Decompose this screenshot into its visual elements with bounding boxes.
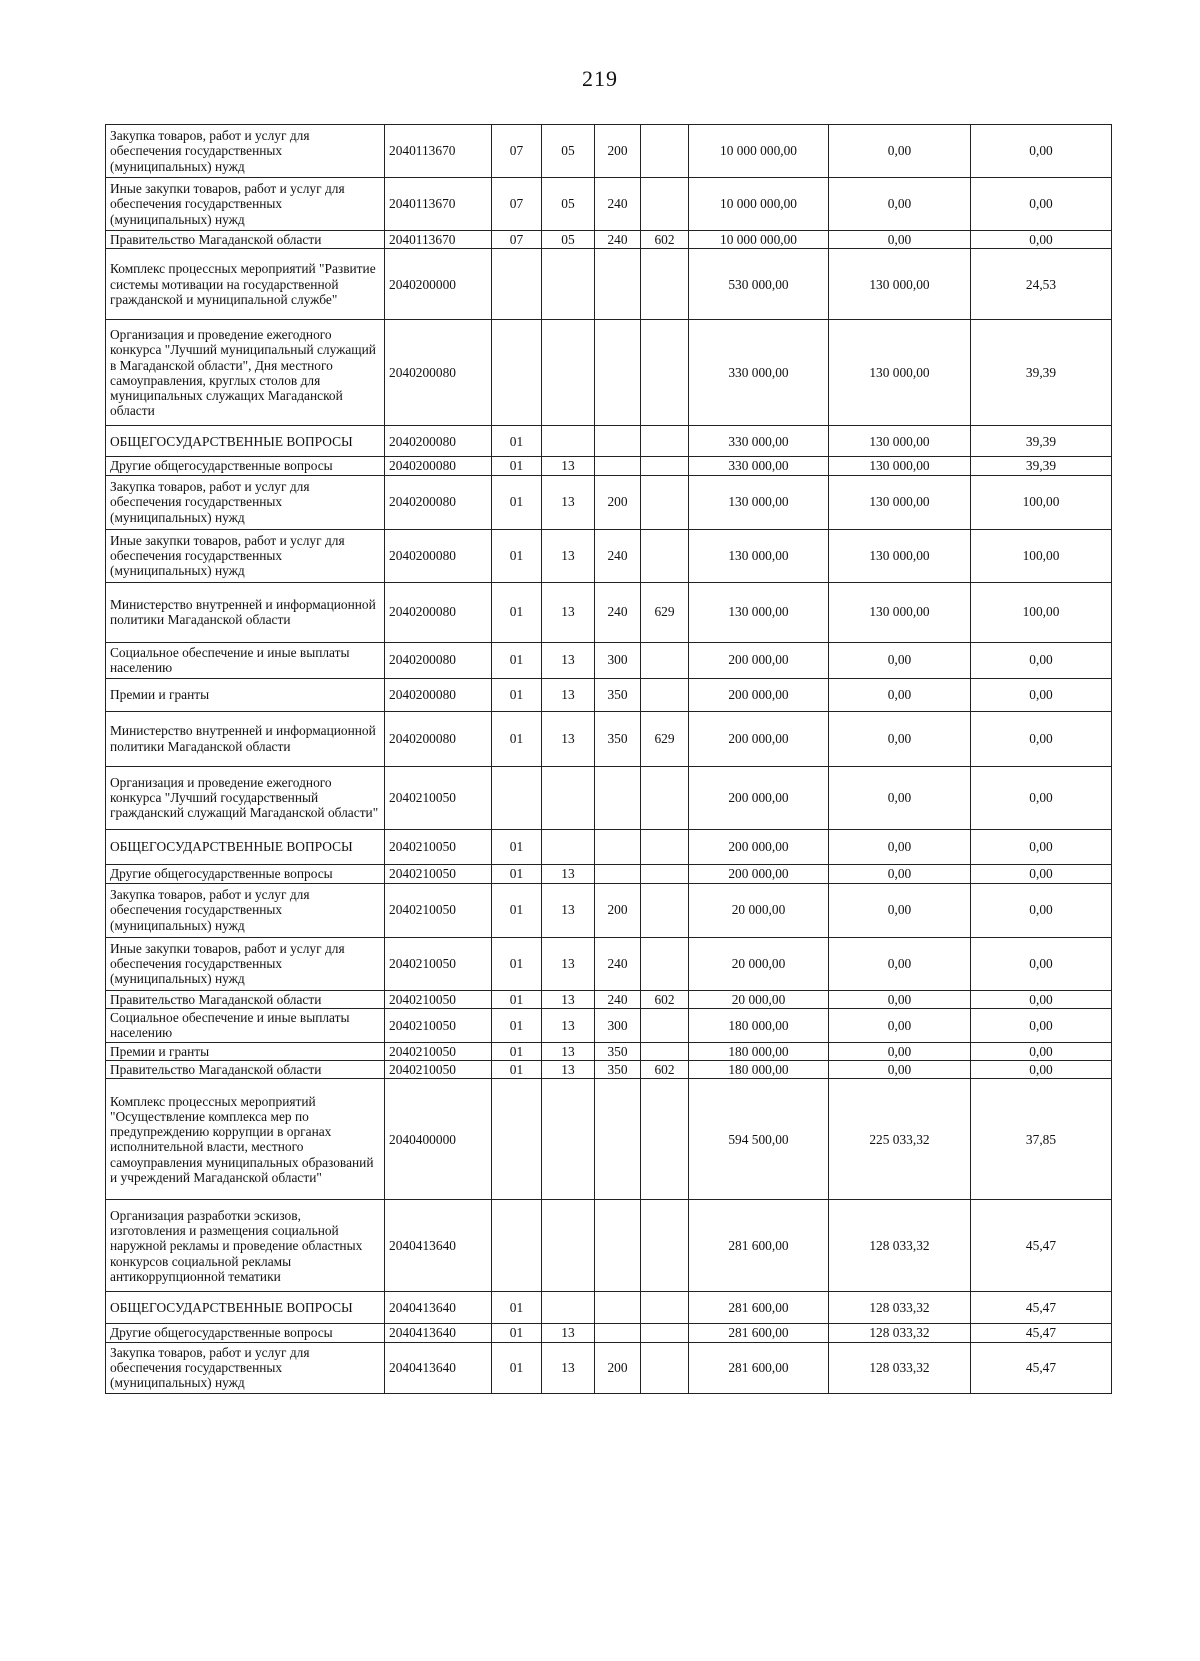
row-planned-amount-cell: 281 600,00 — [689, 1200, 829, 1292]
row-expense-type-cell: 200 — [595, 1342, 641, 1393]
row-code-cell: 2040200080 — [385, 642, 492, 678]
page-number: 219 — [582, 66, 618, 91]
row-executed-amount-cell: 128 033,32 — [829, 1292, 971, 1324]
table-row — [106, 1200, 1112, 1292]
row-section-cell: 01 — [492, 864, 542, 883]
row-admin-code-cell — [641, 864, 689, 883]
row-percent-cell: 0,00 — [971, 642, 1112, 678]
row-subsection-cell: 13 — [542, 582, 595, 642]
row-subsection-cell — [542, 1292, 595, 1324]
row-executed-amount-cell: 0,00 — [829, 1042, 971, 1060]
row-name-cell: Закупка товаров, работ и услуг для обеспечения государственных (муниципальных) нужд — [106, 125, 385, 178]
row-executed-amount-cell: 225 033,32 — [829, 1079, 971, 1200]
table-row — [106, 711, 1112, 766]
row-code-cell: 2040113670 — [385, 125, 492, 178]
row-admin-code-cell: 629 — [641, 582, 689, 642]
row-code-cell: 2040400000 — [385, 1079, 492, 1200]
row-name-cell: Иные закупки товаров, работ и услуг для обеспечения государственных (муниципальных) нужд — [106, 529, 385, 582]
row-name-cell: Правительство Магаданской области — [106, 990, 385, 1008]
row-expense-type-cell: 240 — [595, 231, 641, 249]
row-admin-code-cell — [641, 642, 689, 678]
row-percent-cell: 100,00 — [971, 529, 1112, 582]
row-subsection-cell: 13 — [542, 1061, 595, 1079]
row-admin-code-cell: 602 — [641, 1061, 689, 1079]
table-row — [106, 320, 1112, 426]
table-row — [106, 231, 1112, 249]
row-percent-cell: 100,00 — [971, 475, 1112, 529]
row-admin-code-cell — [641, 1324, 689, 1342]
row-planned-amount-cell: 281 600,00 — [689, 1324, 829, 1342]
row-expense-type-cell — [595, 1324, 641, 1342]
row-subsection-cell: 13 — [542, 864, 595, 883]
row-name-cell: Премии и гранты — [106, 1042, 385, 1060]
row-code-cell: 2040210050 — [385, 766, 492, 829]
row-code-cell: 2040113670 — [385, 178, 492, 231]
row-code-cell: 2040200080 — [385, 320, 492, 426]
row-section-cell — [492, 1079, 542, 1200]
row-subsection-cell: 13 — [542, 1008, 595, 1042]
row-executed-amount-cell: 130 000,00 — [829, 457, 971, 475]
row-subsection-cell: 13 — [542, 475, 595, 529]
row-executed-amount-cell: 0,00 — [829, 711, 971, 766]
row-expense-type-cell: 240 — [595, 990, 641, 1008]
row-code-cell: 2040200080 — [385, 711, 492, 766]
row-planned-amount-cell: 130 000,00 — [689, 582, 829, 642]
row-subsection-cell — [542, 426, 595, 457]
row-percent-cell: 0,00 — [971, 766, 1112, 829]
table-row — [106, 766, 1112, 829]
row-section-cell: 01 — [492, 582, 542, 642]
row-subsection-cell — [542, 829, 595, 864]
row-planned-amount-cell: 180 000,00 — [689, 1061, 829, 1079]
row-expense-type-cell: 240 — [595, 529, 641, 582]
row-name-cell: Другие общегосударственные вопросы — [106, 1324, 385, 1342]
row-subsection-cell: 13 — [542, 457, 595, 475]
row-executed-amount-cell: 0,00 — [829, 1061, 971, 1079]
row-code-cell: 2040210050 — [385, 1008, 492, 1042]
row-section-cell — [492, 1200, 542, 1292]
budget-table — [105, 124, 1112, 1394]
row-section-cell: 01 — [492, 1342, 542, 1393]
table-row — [106, 883, 1112, 937]
row-section-cell: 01 — [492, 711, 542, 766]
row-percent-cell: 0,00 — [971, 883, 1112, 937]
row-name-cell: Иные закупки товаров, работ и услуг для обеспечения государственных (муниципальных) нужд — [106, 178, 385, 231]
row-admin-code-cell — [641, 937, 689, 990]
row-planned-amount-cell: 594 500,00 — [689, 1079, 829, 1200]
row-percent-cell: 0,00 — [971, 711, 1112, 766]
row-executed-amount-cell: 0,00 — [829, 642, 971, 678]
row-planned-amount-cell: 10 000 000,00 — [689, 178, 829, 231]
row-executed-amount-cell: 0,00 — [829, 178, 971, 231]
table-row — [106, 125, 1112, 178]
table-row — [106, 475, 1112, 529]
row-subsection-cell: 13 — [542, 883, 595, 937]
row-section-cell: 01 — [492, 678, 542, 711]
row-subsection-cell: 05 — [542, 231, 595, 249]
row-code-cell: 2040413640 — [385, 1292, 492, 1324]
row-percent-cell: 45,47 — [971, 1292, 1112, 1324]
row-executed-amount-cell: 128 033,32 — [829, 1342, 971, 1393]
row-expense-type-cell: 240 — [595, 937, 641, 990]
row-percent-cell: 0,00 — [971, 937, 1112, 990]
row-subsection-cell — [542, 1079, 595, 1200]
table-row — [106, 1061, 1112, 1079]
row-section-cell: 01 — [492, 1324, 542, 1342]
row-planned-amount-cell: 130 000,00 — [689, 529, 829, 582]
row-section-cell — [492, 766, 542, 829]
table-row — [106, 829, 1112, 864]
row-percent-cell: 0,00 — [971, 864, 1112, 883]
row-executed-amount-cell: 130 000,00 — [829, 320, 971, 426]
row-section-cell: 01 — [492, 1292, 542, 1324]
row-executed-amount-cell: 0,00 — [829, 766, 971, 829]
row-percent-cell: 0,00 — [971, 231, 1112, 249]
row-section-cell: 01 — [492, 937, 542, 990]
table-row — [106, 249, 1112, 320]
row-code-cell: 2040200000 — [385, 249, 492, 320]
row-subsection-cell: 05 — [542, 125, 595, 178]
row-admin-code-cell — [641, 1008, 689, 1042]
row-planned-amount-cell: 180 000,00 — [689, 1008, 829, 1042]
row-planned-amount-cell: 200 000,00 — [689, 829, 829, 864]
row-executed-amount-cell: 128 033,32 — [829, 1200, 971, 1292]
row-subsection-cell: 13 — [542, 529, 595, 582]
row-percent-cell: 45,47 — [971, 1342, 1112, 1393]
row-subsection-cell: 13 — [542, 1042, 595, 1060]
row-subsection-cell: 13 — [542, 678, 595, 711]
row-subsection-cell — [542, 320, 595, 426]
row-admin-code-cell — [641, 1200, 689, 1292]
row-expense-type-cell — [595, 864, 641, 883]
table-body — [106, 125, 1112, 1394]
row-admin-code-cell — [641, 829, 689, 864]
row-code-cell: 2040413640 — [385, 1200, 492, 1292]
row-expense-type-cell — [595, 457, 641, 475]
row-admin-code-cell: 602 — [641, 990, 689, 1008]
row-admin-code-cell — [641, 475, 689, 529]
row-planned-amount-cell: 200 000,00 — [689, 711, 829, 766]
row-admin-code-cell — [641, 1079, 689, 1200]
table-row — [106, 1342, 1112, 1393]
table-row — [106, 1292, 1112, 1324]
row-expense-type-cell — [595, 1200, 641, 1292]
row-executed-amount-cell: 0,00 — [829, 829, 971, 864]
row-section-cell: 07 — [492, 125, 542, 178]
table-row — [106, 1008, 1112, 1042]
row-expense-type-cell: 200 — [595, 475, 641, 529]
row-expense-type-cell: 350 — [595, 1061, 641, 1079]
row-percent-cell: 39,39 — [971, 320, 1112, 426]
row-executed-amount-cell: 130 000,00 — [829, 582, 971, 642]
row-admin-code-cell — [641, 426, 689, 457]
row-percent-cell: 0,00 — [971, 178, 1112, 231]
row-percent-cell: 0,00 — [971, 678, 1112, 711]
row-executed-amount-cell: 0,00 — [829, 1008, 971, 1042]
row-name-cell: Организация и проведение ежегодного конкурса "Лучший муниципальный служащий в Магаданской области", Дня местного самоуправления, круглых столов для муниципальных служащих Магаданской области — [106, 320, 385, 426]
row-admin-code-cell — [641, 320, 689, 426]
row-percent-cell: 45,47 — [971, 1200, 1112, 1292]
table-row — [106, 1079, 1112, 1200]
row-section-cell: 01 — [492, 990, 542, 1008]
row-executed-amount-cell: 0,00 — [829, 937, 971, 990]
row-planned-amount-cell: 10 000 000,00 — [689, 231, 829, 249]
row-code-cell: 2040200080 — [385, 426, 492, 457]
row-code-cell: 2040210050 — [385, 937, 492, 990]
row-code-cell: 2040210050 — [385, 829, 492, 864]
row-admin-code-cell — [641, 1042, 689, 1060]
row-section-cell: 01 — [492, 883, 542, 937]
row-section-cell: 01 — [492, 529, 542, 582]
table-row — [106, 937, 1112, 990]
row-planned-amount-cell: 281 600,00 — [689, 1342, 829, 1393]
row-planned-amount-cell: 200 000,00 — [689, 766, 829, 829]
row-admin-code-cell — [641, 1292, 689, 1324]
row-name-cell: Премии и гранты — [106, 678, 385, 711]
row-code-cell: 2040200080 — [385, 457, 492, 475]
row-section-cell: 01 — [492, 1042, 542, 1060]
row-subsection-cell — [542, 1200, 595, 1292]
row-name-cell: Социальное обеспечение и иные выплаты населению — [106, 642, 385, 678]
row-admin-code-cell — [641, 883, 689, 937]
row-section-cell: 07 — [492, 178, 542, 231]
row-name-cell: ОБЩЕГОСУДАРСТВЕННЫЕ ВОПРОСЫ — [106, 829, 385, 864]
row-percent-cell: 24,53 — [971, 249, 1112, 320]
table-row — [106, 1324, 1112, 1342]
row-percent-cell: 39,39 — [971, 457, 1112, 475]
row-expense-type-cell — [595, 1292, 641, 1324]
table-row — [106, 642, 1112, 678]
row-percent-cell: 0,00 — [971, 990, 1112, 1008]
row-planned-amount-cell: 330 000,00 — [689, 457, 829, 475]
row-section-cell: 01 — [492, 426, 542, 457]
row-percent-cell: 0,00 — [971, 125, 1112, 178]
row-name-cell: ОБЩЕГОСУДАРСТВЕННЫЕ ВОПРОСЫ — [106, 1292, 385, 1324]
row-executed-amount-cell: 0,00 — [829, 678, 971, 711]
row-subsection-cell: 13 — [542, 1342, 595, 1393]
row-expense-type-cell: 350 — [595, 678, 641, 711]
row-code-cell: 2040200080 — [385, 678, 492, 711]
row-expense-type-cell — [595, 829, 641, 864]
row-code-cell: 2040200080 — [385, 475, 492, 529]
row-section-cell: 01 — [492, 1061, 542, 1079]
row-executed-amount-cell: 130 000,00 — [829, 475, 971, 529]
row-planned-amount-cell: 200 000,00 — [689, 678, 829, 711]
row-percent-cell: 37,85 — [971, 1079, 1112, 1200]
row-name-cell: Иные закупки товаров, работ и услуг для обеспечения государственных (муниципальных) нужд — [106, 937, 385, 990]
row-section-cell: 01 — [492, 475, 542, 529]
table-row — [106, 457, 1112, 475]
row-subsection-cell: 05 — [542, 178, 595, 231]
row-code-cell: 2040210050 — [385, 1042, 492, 1060]
row-code-cell: 2040413640 — [385, 1342, 492, 1393]
row-subsection-cell — [542, 249, 595, 320]
row-section-cell — [492, 249, 542, 320]
row-admin-code-cell — [641, 766, 689, 829]
row-expense-type-cell: 300 — [595, 1008, 641, 1042]
row-planned-amount-cell: 330 000,00 — [689, 320, 829, 426]
table-row — [106, 426, 1112, 457]
row-name-cell: Организация и проведение ежегодного конкурса "Лучший государственный гражданский служащий Магаданской области" — [106, 766, 385, 829]
row-subsection-cell: 13 — [542, 990, 595, 1008]
row-expense-type-cell: 350 — [595, 1042, 641, 1060]
row-executed-amount-cell: 0,00 — [829, 231, 971, 249]
row-name-cell: Закупка товаров, работ и услуг для обеспечения государственных (муниципальных) нужд — [106, 475, 385, 529]
row-name-cell: Другие общегосударственные вопросы — [106, 864, 385, 883]
row-code-cell: 2040200080 — [385, 529, 492, 582]
row-name-cell: Комплекс процессных мероприятий "Развитие системы мотивации на государственной гражданской и муниципальной службе" — [106, 249, 385, 320]
row-subsection-cell: 13 — [542, 937, 595, 990]
row-code-cell: 2040210050 — [385, 883, 492, 937]
row-admin-code-cell — [641, 249, 689, 320]
row-expense-type-cell: 240 — [595, 178, 641, 231]
row-planned-amount-cell: 200 000,00 — [689, 864, 829, 883]
row-executed-amount-cell: 130 000,00 — [829, 249, 971, 320]
row-subsection-cell: 13 — [542, 642, 595, 678]
row-name-cell: Комплекс процессных мероприятий "Осуществление комплекса мер по предупреждению коррупции в органах исполнительной власти, местного самоуправления муниципальных образований и учреждений Магаданской области" — [106, 1079, 385, 1200]
row-expense-type-cell: 350 — [595, 711, 641, 766]
row-planned-amount-cell: 20 000,00 — [689, 883, 829, 937]
table-row — [106, 178, 1112, 231]
row-subsection-cell: 13 — [542, 1324, 595, 1342]
row-percent-cell: 0,00 — [971, 829, 1112, 864]
row-planned-amount-cell: 200 000,00 — [689, 642, 829, 678]
table-row — [106, 1042, 1112, 1060]
row-subsection-cell — [542, 766, 595, 829]
row-admin-code-cell: 629 — [641, 711, 689, 766]
row-expense-type-cell: 200 — [595, 883, 641, 937]
row-section-cell: 01 — [492, 642, 542, 678]
row-percent-cell: 39,39 — [971, 426, 1112, 457]
row-admin-code-cell — [641, 678, 689, 711]
row-admin-code-cell: 602 — [641, 231, 689, 249]
row-name-cell: ОБЩЕГОСУДАРСТВЕННЫЕ ВОПРОСЫ — [106, 426, 385, 457]
row-section-cell: 07 — [492, 231, 542, 249]
row-code-cell: 2040200080 — [385, 582, 492, 642]
row-executed-amount-cell: 130 000,00 — [829, 426, 971, 457]
row-subsection-cell: 13 — [542, 711, 595, 766]
row-admin-code-cell — [641, 529, 689, 582]
row-planned-amount-cell: 130 000,00 — [689, 475, 829, 529]
row-section-cell: 01 — [492, 829, 542, 864]
row-code-cell: 2040210050 — [385, 864, 492, 883]
table-row — [106, 864, 1112, 883]
row-code-cell: 2040113670 — [385, 231, 492, 249]
row-expense-type-cell — [595, 320, 641, 426]
row-code-cell: 2040210050 — [385, 1061, 492, 1079]
row-name-cell: Министерство внутренней и информационной политики Магаданской области — [106, 711, 385, 766]
row-expense-type-cell: 300 — [595, 642, 641, 678]
row-expense-type-cell: 240 — [595, 582, 641, 642]
row-planned-amount-cell: 330 000,00 — [689, 426, 829, 457]
row-executed-amount-cell: 0,00 — [829, 883, 971, 937]
table-row — [106, 990, 1112, 1008]
row-expense-type-cell — [595, 249, 641, 320]
row-admin-code-cell — [641, 1342, 689, 1393]
row-admin-code-cell — [641, 125, 689, 178]
row-executed-amount-cell: 128 033,32 — [829, 1324, 971, 1342]
row-name-cell: Закупка товаров, работ и услуг для обеспечения государственных (муниципальных) нужд — [106, 1342, 385, 1393]
row-admin-code-cell — [641, 178, 689, 231]
row-executed-amount-cell: 0,00 — [829, 990, 971, 1008]
row-name-cell: Закупка товаров, работ и услуг для обеспечения государственных (муниципальных) нужд — [106, 883, 385, 937]
row-percent-cell: 100,00 — [971, 582, 1112, 642]
row-admin-code-cell — [641, 457, 689, 475]
row-planned-amount-cell: 281 600,00 — [689, 1292, 829, 1324]
row-name-cell: Организация разработки эскизов, изготовления и размещения социальной наружной рекламы и проведение областных конкурсов социальной рекламы антикоррупционной тематики — [106, 1200, 385, 1292]
row-name-cell: Социальное обеспечение и иные выплаты населению — [106, 1008, 385, 1042]
row-name-cell: Другие общегосударственные вопросы — [106, 457, 385, 475]
row-executed-amount-cell: 0,00 — [829, 125, 971, 178]
row-percent-cell: 0,00 — [971, 1061, 1112, 1079]
row-executed-amount-cell: 130 000,00 — [829, 529, 971, 582]
row-name-cell: Министерство внутренней и информационной политики Магаданской области — [106, 582, 385, 642]
row-planned-amount-cell: 530 000,00 — [689, 249, 829, 320]
row-executed-amount-cell: 0,00 — [829, 864, 971, 883]
row-planned-amount-cell: 20 000,00 — [689, 937, 829, 990]
row-name-cell: Правительство Магаданской области — [106, 231, 385, 249]
row-section-cell: 01 — [492, 457, 542, 475]
row-percent-cell: 0,00 — [971, 1042, 1112, 1060]
row-code-cell: 2040210050 — [385, 990, 492, 1008]
row-percent-cell: 0,00 — [971, 1008, 1112, 1042]
row-expense-type-cell: 200 — [595, 125, 641, 178]
row-name-cell: Правительство Магаданской области — [106, 1061, 385, 1079]
row-percent-cell: 45,47 — [971, 1324, 1112, 1342]
table-row — [106, 529, 1112, 582]
row-expense-type-cell — [595, 426, 641, 457]
row-code-cell: 2040413640 — [385, 1324, 492, 1342]
row-section-cell — [492, 320, 542, 426]
table-row — [106, 582, 1112, 642]
row-planned-amount-cell: 20 000,00 — [689, 990, 829, 1008]
row-planned-amount-cell: 180 000,00 — [689, 1042, 829, 1060]
row-expense-type-cell — [595, 766, 641, 829]
row-planned-amount-cell: 10 000 000,00 — [689, 125, 829, 178]
row-section-cell: 01 — [492, 1008, 542, 1042]
table-row — [106, 678, 1112, 711]
row-expense-type-cell — [595, 1079, 641, 1200]
